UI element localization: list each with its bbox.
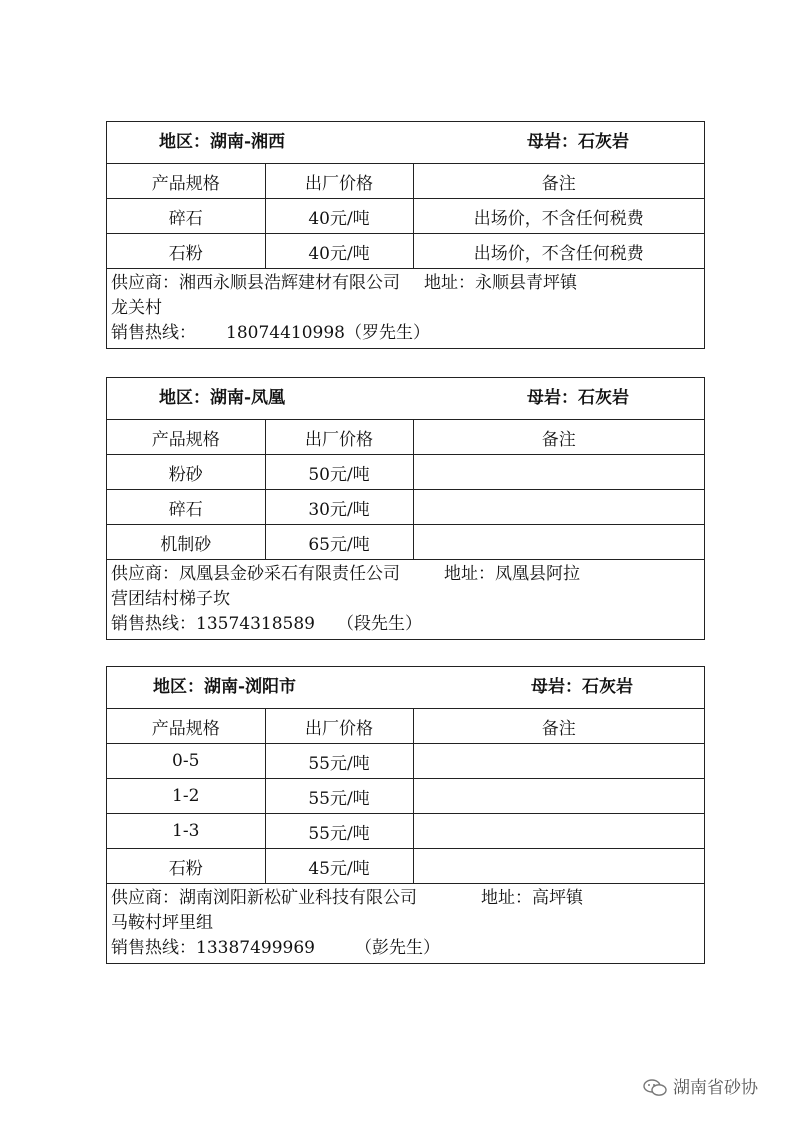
cell-price: 30元/吨	[265, 490, 413, 525]
cell-spec: 石粉	[107, 234, 265, 269]
rock-label: 母岩：石灰岩	[527, 388, 629, 408]
cell-spec: 0-5	[107, 744, 265, 779]
table-row	[107, 849, 704, 884]
contact-name: （段先生）	[336, 614, 422, 634]
table-row	[107, 234, 704, 269]
cell-spec: 1-2	[107, 779, 265, 814]
header-price: 出厂价格	[265, 164, 413, 199]
cell-note: 出场价，不含任何税费	[413, 199, 704, 234]
block-header	[107, 122, 704, 164]
supplier-info	[107, 269, 704, 348]
cell-spec: 碎石	[107, 490, 265, 525]
supplier-name: 供应商：湖南浏阳新松矿业科技有限公司	[111, 888, 417, 908]
header-price: 出厂价格	[265, 709, 413, 744]
watermark-text: 湖南省砂协	[673, 1078, 758, 1098]
price-block-xiangxi	[106, 121, 705, 349]
cell-note	[413, 455, 704, 490]
cell-note	[413, 849, 704, 884]
cell-spec: 1-3	[107, 814, 265, 849]
header-note: 备注	[413, 164, 704, 199]
cell-note: 出场价，不含任何税费	[413, 234, 704, 269]
supplier-info	[107, 560, 704, 639]
hotline-label: 销售热线：	[111, 323, 196, 343]
cell-spec: 碎石	[107, 199, 265, 234]
contact-name: （罗先生）	[344, 323, 430, 343]
header-price: 出厂价格	[265, 420, 413, 455]
address-continued: 龙关村	[111, 298, 162, 318]
table-row	[107, 744, 704, 779]
header-note: 备注	[413, 709, 704, 744]
hotline-number: 13387499969	[196, 938, 315, 958]
address-label: 地址：高坪镇	[481, 888, 583, 908]
address-label: 地址：永顺县青坪镇	[424, 273, 577, 293]
cell-note	[413, 490, 704, 525]
table-row	[107, 814, 704, 849]
cell-spec: 粉砂	[107, 455, 265, 490]
cell-price: 65元/吨	[265, 525, 413, 560]
cell-price: 55元/吨	[265, 814, 413, 849]
cell-spec: 石粉	[107, 849, 265, 884]
table-row	[107, 490, 704, 525]
watermark	[643, 1073, 758, 1098]
address-continued: 营团结村梯子坎	[111, 589, 230, 609]
table-header-row	[107, 709, 704, 744]
price-block-liuyang	[106, 666, 705, 964]
cell-price: 55元/吨	[265, 779, 413, 814]
header-note: 备注	[413, 420, 704, 455]
hotline-number: 18074410998	[226, 323, 345, 343]
supplier-name: 供应商：凤凰县金砂采石有限责任公司	[111, 564, 400, 584]
address-label: 地址：凤凰县阿拉	[444, 564, 580, 584]
price-table	[107, 420, 704, 560]
supplier-name: 供应商：湘西永顺县浩辉建材有限公司	[111, 273, 400, 293]
cell-price: 45元/吨	[265, 849, 413, 884]
contact-name: （彭先生）	[354, 938, 440, 958]
table-row	[107, 199, 704, 234]
cell-price: 50元/吨	[265, 455, 413, 490]
table-row	[107, 455, 704, 490]
hotline-label: 销售热线：	[111, 614, 196, 634]
cell-note	[413, 779, 704, 814]
cell-note	[413, 744, 704, 779]
cell-spec: 机制砂	[107, 525, 265, 560]
header-spec: 产品规格	[107, 709, 265, 744]
table-row	[107, 525, 704, 560]
price-table	[107, 164, 704, 269]
header-spec: 产品规格	[107, 420, 265, 455]
rock-label: 母岩：石灰岩	[527, 132, 629, 152]
wechat-icon	[643, 1079, 667, 1097]
rock-label: 母岩：石灰岩	[531, 677, 633, 697]
price-block-fenghuang	[106, 377, 705, 640]
region-label: 地区：湖南-湘西	[159, 132, 286, 152]
block-header	[107, 667, 704, 709]
cell-note	[413, 525, 704, 560]
cell-price: 40元/吨	[265, 199, 413, 234]
table-header-row	[107, 164, 704, 199]
region-label: 地区：湖南-凤凰	[159, 388, 286, 408]
table-header-row	[107, 420, 704, 455]
cell-price: 40元/吨	[265, 234, 413, 269]
block-header	[107, 378, 704, 420]
hotline-label: 销售热线：	[111, 938, 196, 958]
region-label: 地区：湖南-浏阳市	[153, 677, 297, 697]
price-table	[107, 709, 704, 884]
table-row	[107, 779, 704, 814]
cell-price: 55元/吨	[265, 744, 413, 779]
supplier-info	[107, 884, 704, 963]
cell-note	[413, 814, 704, 849]
address-continued: 马鞍村坪里组	[111, 913, 213, 933]
hotline-number: 13574318589	[196, 614, 315, 634]
header-spec: 产品规格	[107, 164, 265, 199]
